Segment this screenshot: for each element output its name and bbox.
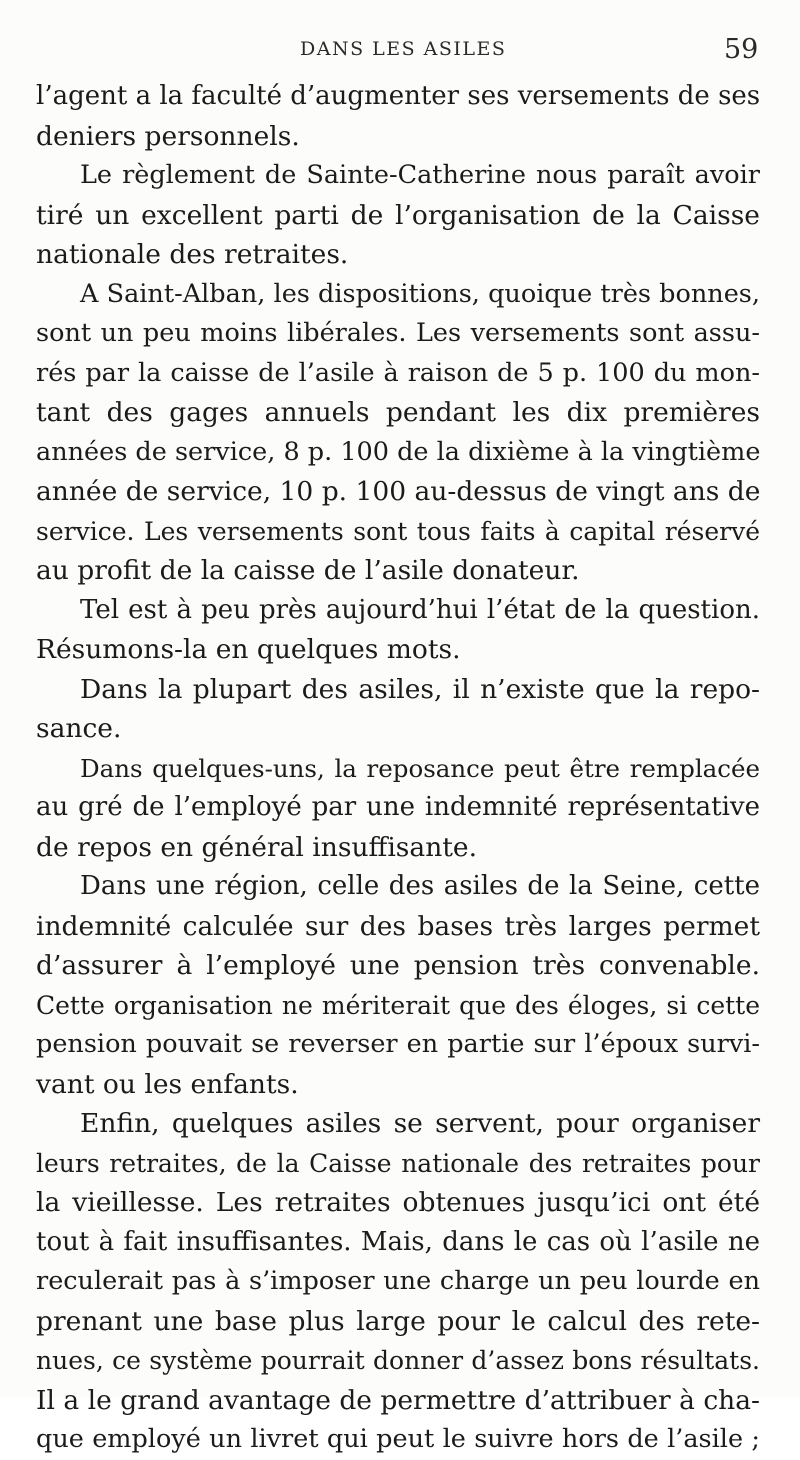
body-text — [36, 77, 760, 1460]
text-line: Il a le grand avantage de permettre d’attribuer à cha- — [36, 1384, 760, 1416]
text-line: service. Les versements sont tous faits à capital réservé — [36, 516, 760, 546]
text-line: nationale des retraites. — [36, 239, 349, 270]
text-line: sance. — [36, 713, 122, 744]
text-line: que employé un livret qui peut le suivre hors de l’asile ; — [36, 1424, 760, 1454]
page-number: 59 — [724, 34, 759, 65]
text-line: de repos en général insuffisante. — [36, 831, 478, 863]
text-line: nues, ce système pourrait donner d’assez bons résultats. — [36, 1346, 760, 1375]
text-line: l’agent a la faculté d’augmenter ses versements de ses — [36, 81, 761, 111]
text-line: années de service, 8 p. 100 de la dixième à la vingtième — [36, 436, 761, 467]
text-line: tout à fait insuffisantes. Mais, dans le cas où l’asile ne — [36, 1226, 760, 1257]
text-line: tiré un excellent parti de l’organisation de la Caisse — [36, 199, 760, 231]
text-line: rés par la caisse de l’asile à raison de 5 p. 100 du mon- — [36, 357, 760, 388]
text-line: Résumons-la en quelques mots. — [36, 634, 461, 665]
text-line: d’assurer à l’employé une pension très convenable. — [36, 950, 760, 981]
text-line: leurs retraites, de la Caisse nationale des retraites pour — [36, 1148, 760, 1178]
running-head — [0, 34, 800, 74]
text-line: pension pouvait se reverser en partie sur l’époux survi- — [36, 1029, 760, 1059]
text-line: prenant une base plus large pour le calcul des rete- — [36, 1305, 760, 1337]
text-line: année de service, 10 p. 100 au-dessus de vingt ans de — [36, 476, 761, 507]
text-line: Dans quelques-uns, la reposance peut être remplacée — [80, 753, 760, 783]
text-line: au profit de la caisse de l’asile donateur. — [36, 555, 580, 586]
text-line: Enfin, quelques asiles se servent, pour organiser — [80, 1108, 760, 1139]
text-line: reculerait pas à s’imposer une charge un peu lourde en — [36, 1266, 760, 1296]
running-title: DANS LES ASILES — [300, 38, 507, 60]
text-line: Cette organisation ne mériterait que des éloges, si cette — [36, 990, 760, 1020]
text-line: tant des gages annuels pendant les dix premières — [36, 397, 760, 428]
text-line: la vieillesse. Les retraites obtenues jusqu’ici ont été — [36, 1187, 760, 1218]
text-line: sont un peu moins libérales. Les versements sont assu- — [36, 318, 760, 348]
text-line: au gré de l’employé par une indemnité représentative — [36, 792, 760, 822]
text-line: Tel est à peu près aujourd’hui l’état de la question. — [80, 594, 760, 625]
text-line: vant ou les enfants. — [36, 1068, 299, 1100]
text-line: Dans une région, celle des asiles de la Seine, cette — [80, 871, 760, 901]
text-line: A Saint-Alban, les dispositions, quoique très bonnes, — [80, 278, 760, 309]
text-line: indemnité calculée sur des bases très larges permet — [36, 910, 760, 942]
text-line: Dans la plupart des asiles, il n’existe que la repo- — [80, 673, 760, 705]
text-line: Le règlement de Sainte-Catherine nous paraît avoir — [80, 160, 760, 190]
text-line: deniers personnels. — [36, 120, 300, 152]
